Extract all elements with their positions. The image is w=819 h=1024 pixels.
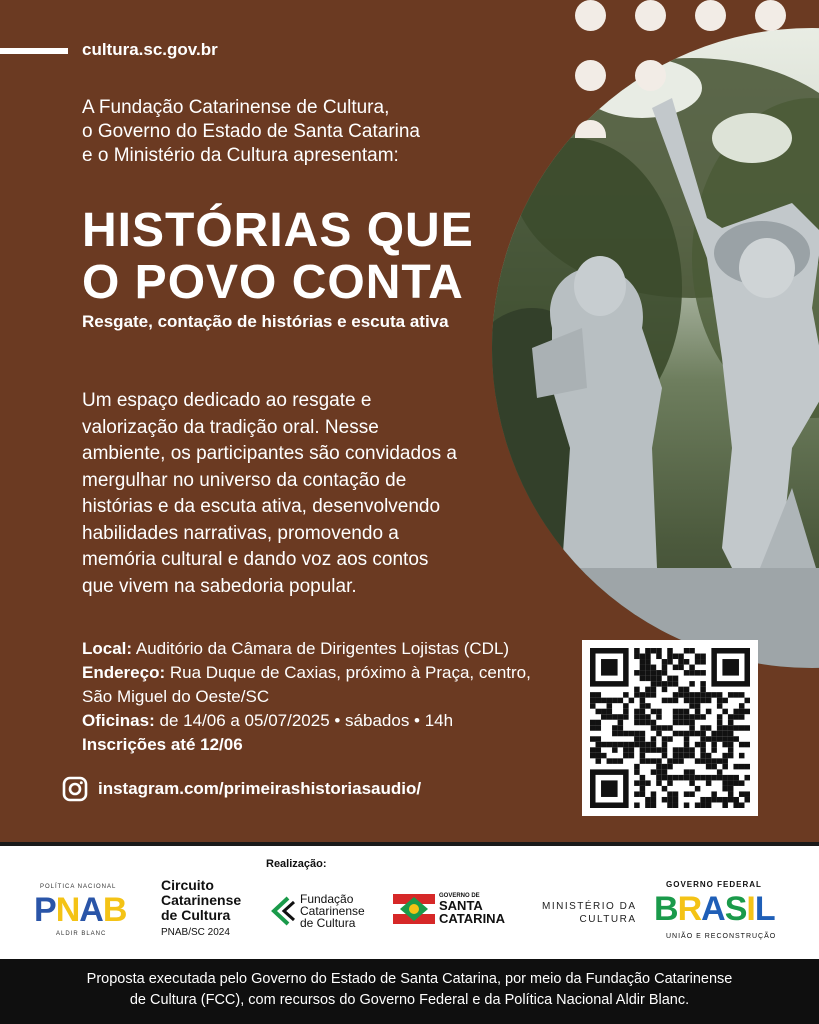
brasil-word [654,890,775,928]
info-local [82,637,572,661]
fcc-line: Fundação [300,892,354,906]
info-local-label: Local: [82,639,133,658]
description-line: habilidades narrativas, promovendo a [82,522,399,544]
event-description [82,388,502,600]
sc-big-text [439,899,505,925]
description-line: histórias e da escuta ativa, desenvolvendo [82,496,441,517]
site-url[interactable]: cultura.sc.gov.br [82,40,218,59]
realizacao-label: Realização: [266,858,327,870]
minc-line: CULTURA [579,914,637,925]
info-local-value: Auditório da Câmara de Dirigentes Lojistas (CDL) [135,639,510,658]
decorative-dot [575,0,606,31]
event-subtitle: Resgate, contação de histórias e escuta ativa [82,312,449,331]
pnab-logo [34,882,142,942]
pnab-top-text: POLÍTICA NACIONAL [40,884,117,890]
presenters-line: o Governo do Estado de Santa Catarina [82,121,421,142]
presenters-line: A Fundação Catarinense de Cultura, [82,97,390,118]
brasil-letter: S [724,890,747,928]
info-workshops-value: de 14/06 a 05/07/2025 • sábados • 14h [159,711,454,730]
decorative-dot [575,60,606,91]
presenters-text [82,96,502,168]
qr-code[interactable] [582,640,758,816]
footer-note [0,959,819,1024]
footer-line: Proposta executada pelo Governo do Estado de Santa Catarina, por meio da Fundação Catarinense [86,971,733,987]
brasil-letter: I [746,890,755,928]
gov-bottom-text: UNIÃO E RECONSTRUÇÃO [666,933,777,940]
pnab-bottom-text: ALDIR BLANC [56,931,107,937]
statue-illustration [492,28,819,668]
decorative-dot [755,0,786,31]
sc-government-logo [393,893,505,925]
event-title-line: HISTÓRIAS QUE [82,204,474,257]
event-title-line: O POVO CONTA [82,256,464,309]
info-workshops [82,709,572,733]
fcc-logo [266,893,365,929]
info-workshops-label: Oficinas: [82,711,155,730]
sc-text [439,893,505,925]
event-info [82,637,572,757]
instagram-icon [62,776,88,802]
fcc-text [300,893,365,929]
sc-line: SANTA [439,898,483,913]
decorative-dot [635,60,666,91]
brasil-letter: R [677,890,702,928]
gov-top-text: GOVERNO FEDERAL [666,880,762,889]
brasil-letter: A [701,890,725,928]
brasil-letter: B [654,890,678,928]
ministry-of-culture-logo [542,900,637,926]
circuito-line: Catarinense [161,892,242,908]
event-title [82,205,474,309]
sc-line: CATARINA [439,911,505,926]
decorative-bar [0,48,68,54]
description-line: Um espaço dedicado ao resgate e [82,390,372,411]
decorative-dot [635,0,666,31]
sc-flag-icon [393,894,435,924]
pnab-letter: N [55,891,80,929]
fcc-chevron-icon [266,894,296,928]
info-address-value: Rua Duque de Caxias, próximo à Praça, centro, [169,663,531,682]
minc-line: MINISTÉRIO DA [542,901,637,912]
decorative-dot [695,0,726,31]
circuito-logo [161,878,241,940]
presenters-line: e o Ministério da Cultura apresentam: [82,145,399,166]
pnab-letter: B [102,891,127,929]
description-line: memória cultural e dando voz aos contos [82,549,429,570]
circuito-line: Circuito [161,877,214,893]
pnab-word [34,892,126,928]
circuito-line: de Cultura [161,907,231,923]
federal-government-logo [654,880,784,944]
info-address-line2: São Miguel do Oeste/SC [82,687,270,706]
instagram-url[interactable]: instagram.com/primeirashistoriasaudio/ [98,779,422,798]
sc-small-text: GOVERNO DE [439,893,480,899]
fcc-line: de Cultura [300,916,356,930]
fcc-line: Catarinense [300,904,365,918]
qr-code-icon [590,648,750,808]
info-registration-text: Inscrições até 12/06 [82,735,243,754]
info-registration [82,733,572,757]
brasil-letter: L [754,890,775,928]
description-line: que vivem na sabedoria popular. [82,575,357,597]
pnab-letter: P [34,891,56,929]
statue-photo [492,28,819,668]
description-line: ambiente, os participantes são convidados a [82,443,457,464]
description-line: mergulhar no universo da contação de [82,469,407,491]
divider [0,842,819,846]
info-address-label: Endereço: [82,663,166,682]
info-address [82,661,572,685]
description-line: valorização da tradição oral. Nesse [82,416,379,438]
instagram-link[interactable] [62,774,421,804]
footer-line: de Cultura (FCC), com recursos do Governo Federal e da Política Nacional Aldir Blanc. [129,992,690,1008]
circuito-small: PNAB/SC 2024 [161,927,230,938]
pnab-letter: A [79,891,103,929]
